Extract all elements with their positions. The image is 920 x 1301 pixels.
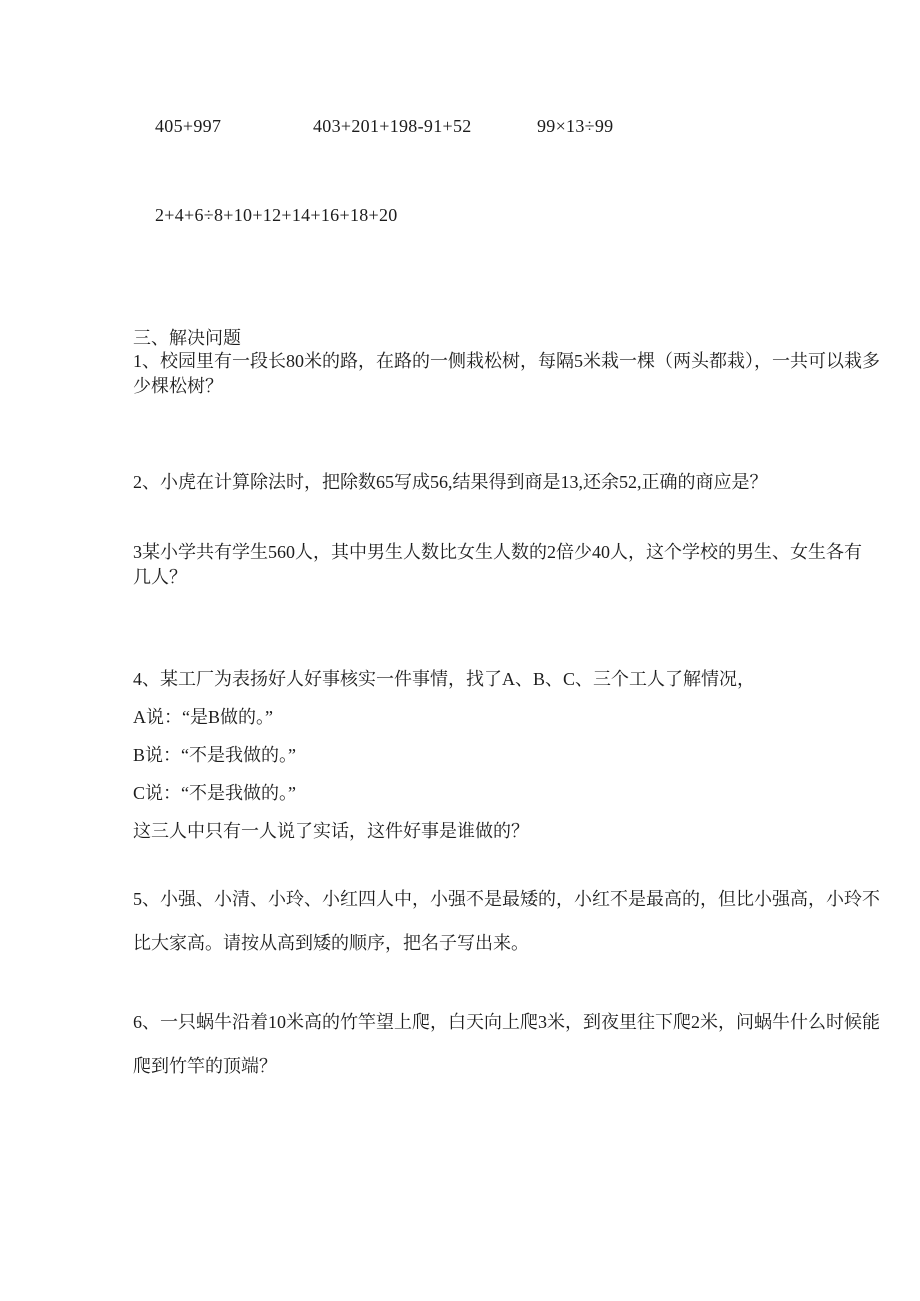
problem-3-line-1: 3某小学共有学生560人，其中男生人数比女生人数的2倍少40人，这个学校的男生、女生各有 (133, 542, 862, 562)
equation-expression-2: 403+201+198-91+52 (313, 116, 472, 136)
problem-4-statement-b: B说：“不是我做的。” (133, 745, 296, 765)
problem-1 (133, 349, 880, 399)
problem-4 (133, 660, 755, 850)
equation-expression-3: 99×13÷99 (537, 116, 614, 136)
problem-1-line-1: 1、校园里有一段长80米的路，在路的一侧栽松树，每隔5米栽一棵（两头都栽），一共可以栽多 (133, 351, 880, 371)
problem-4-statement-a: A说：“是B做的。” (133, 707, 273, 727)
problem-2 (133, 470, 768, 495)
problem-4-statement-c: C说：“不是我做的。” (133, 783, 296, 803)
problem-3-line-2: 几人？ (133, 567, 187, 587)
problem-5-line-2: 比大家高。请按从高到矮的顺序，把名子写出来。 (133, 933, 529, 953)
problem-6-line-2: 爬到竹竿的顶端？ (133, 1056, 277, 1076)
problem-3 (133, 540, 862, 590)
section-title: 三、解决问题 (133, 328, 241, 348)
equation-expression-1: 405+997 (155, 116, 222, 136)
problem-6 (133, 1000, 880, 1088)
equation-expression-4: 2+4+6÷8+10+12+14+16+18+20 (155, 205, 398, 225)
problem-5 (133, 877, 880, 965)
problem-5-line-1: 5、小强、小清、小玲、小红四人中，小强不是最矮的，小红不是最高的，但比小强高，小玲不 (133, 889, 880, 909)
problem-4-line-1: 4、某工厂为表扬好人好事核实一件事情，找了A、B、C、三个工人了解情况， (133, 669, 756, 689)
problem-2-line-1: 2、小虎在计算除法时，把除数65写成56,结果得到商是13,还余52,正确的商应是？ (133, 472, 768, 492)
problem-1-line-2: 少棵松树？ (133, 376, 223, 396)
problem-6-line-1: 6、一只蜗牛沿着10米高的竹竿望上爬，白天向上爬3米，到夜里往下爬2米，问蜗牛什么时候能 (133, 1012, 880, 1032)
problem-4-question: 这三人中只有一人说了实话，这件好事是谁做的？ (133, 821, 529, 841)
